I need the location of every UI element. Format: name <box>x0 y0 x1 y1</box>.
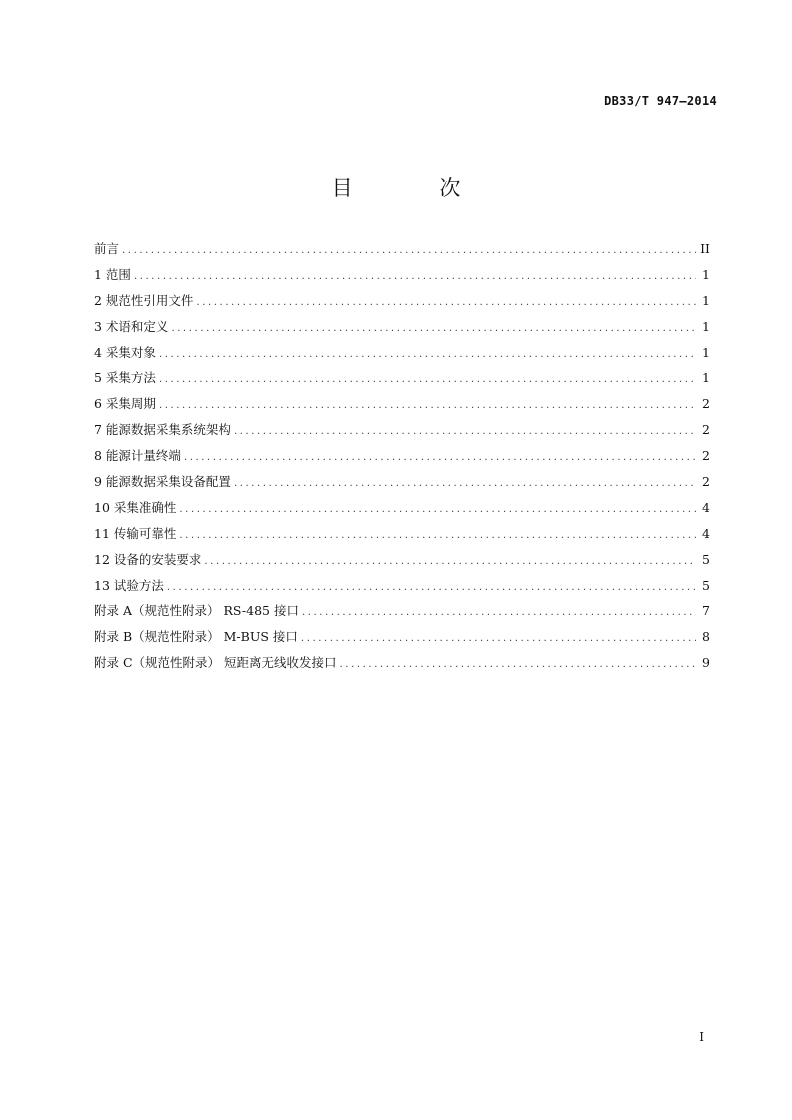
leader-dots <box>159 393 696 419</box>
leader-dots <box>171 316 696 342</box>
toc-entry-appendix-b[interactable] <box>94 624 710 650</box>
toc-entry-label: 12 设备的安装要求 <box>94 551 202 567</box>
toc-entry-appendix-c[interactable] <box>94 650 710 676</box>
leader-dots <box>184 445 696 471</box>
toc-entry-label: 9 能源数据采集设备配置 <box>94 474 231 490</box>
toc-entry-page: 5 <box>702 577 710 593</box>
toc-entry-label: 附录 A（规范性附录） RS-485 接口 <box>94 603 299 619</box>
toc-entry-label: 5 采集方法 <box>94 370 156 386</box>
toc-entry-label: 2 规范性引用文件 <box>94 292 194 308</box>
toc-entry-page: 2 <box>702 422 710 438</box>
toc-entry-label: 8 能源计量终端 <box>94 448 181 464</box>
leader-dots <box>234 471 696 497</box>
toc-entry-page: 7 <box>702 603 710 619</box>
leader-dots <box>179 523 696 549</box>
toc-entry-page: 9 <box>702 655 710 671</box>
toc-entry-label: 附录 B（规范性附录） M-BUS 接口 <box>94 629 298 645</box>
toc-entry-page: 8 <box>702 629 710 645</box>
toc-entry-installation-requirements[interactable] <box>94 547 710 573</box>
toc-entry-page: 1 <box>702 370 710 386</box>
toc-entry-label: 10 采集准确性 <box>94 499 177 515</box>
leader-dots <box>179 497 696 523</box>
leader-dots <box>122 238 696 264</box>
toc-entry-label: 1 范围 <box>94 266 131 282</box>
toc-entry-appendix-a[interactable] <box>94 598 710 624</box>
toc-entry-page: 1 <box>702 266 710 282</box>
leader-dots <box>167 575 696 601</box>
leader-dots <box>234 419 696 445</box>
toc-entry-collection-objects[interactable] <box>94 340 710 366</box>
leader-dots <box>134 264 696 290</box>
document-code: DB33/T 947—2014 <box>604 94 717 108</box>
toc-entry-label: 11 传输可靠性 <box>94 525 177 541</box>
leader-dots <box>301 626 696 652</box>
toc-entry-page: 2 <box>702 448 710 464</box>
toc-entry-page: 2 <box>702 474 710 490</box>
toc-entry-page: 5 <box>702 551 710 567</box>
toc-entry-label: 7 能源数据采集系统架构 <box>94 422 231 438</box>
leader-dots <box>340 652 696 678</box>
toc-entry-label: 3 术语和定义 <box>94 318 169 334</box>
toc-entry-label: 前言 <box>94 241 120 256</box>
toc-entry-page: II <box>700 241 710 256</box>
toc-entry-page: 4 <box>702 499 710 515</box>
table-of-contents <box>94 236 710 676</box>
leader-dots <box>159 367 696 393</box>
toc-entry-normative-references[interactable] <box>94 288 710 314</box>
toc-entry-page: 4 <box>702 525 710 541</box>
toc-entry-label: 6 采集周期 <box>94 396 156 412</box>
toc-entry-collection-period[interactable] <box>94 391 710 417</box>
toc-entry-collection-accuracy[interactable] <box>94 495 710 521</box>
toc-entry-scope[interactable] <box>94 262 710 288</box>
toc-entry-test-methods[interactable] <box>94 573 710 599</box>
toc-entry-page: 2 <box>702 396 710 412</box>
toc-entry-metering-terminal[interactable] <box>94 443 710 469</box>
page-number: I <box>699 1030 704 1044</box>
toc-entry-label: 13 试验方法 <box>94 577 164 593</box>
toc-entry-page: 1 <box>702 318 710 334</box>
toc-entry-equipment-configuration[interactable] <box>94 469 710 495</box>
toc-entry-page: 1 <box>702 292 710 308</box>
toc-entry-label: 附录 C（规范性附录） 短距离无线收发接口 <box>94 655 337 671</box>
toc-entry-collection-methods[interactable] <box>94 365 710 391</box>
toc-entry-transmission-reliability[interactable] <box>94 521 710 547</box>
leader-dots <box>302 600 696 626</box>
leader-dots <box>159 342 696 368</box>
page-title: 目 次 <box>331 176 501 200</box>
toc-entry-foreword[interactable] <box>94 236 710 262</box>
toc-entry-page: 1 <box>702 344 710 360</box>
toc-entry-terms-definitions[interactable] <box>94 314 710 340</box>
toc-entry-label: 4 采集对象 <box>94 344 156 360</box>
leader-dots <box>204 549 696 575</box>
toc-entry-system-architecture[interactable] <box>94 417 710 443</box>
leader-dots <box>196 290 696 316</box>
